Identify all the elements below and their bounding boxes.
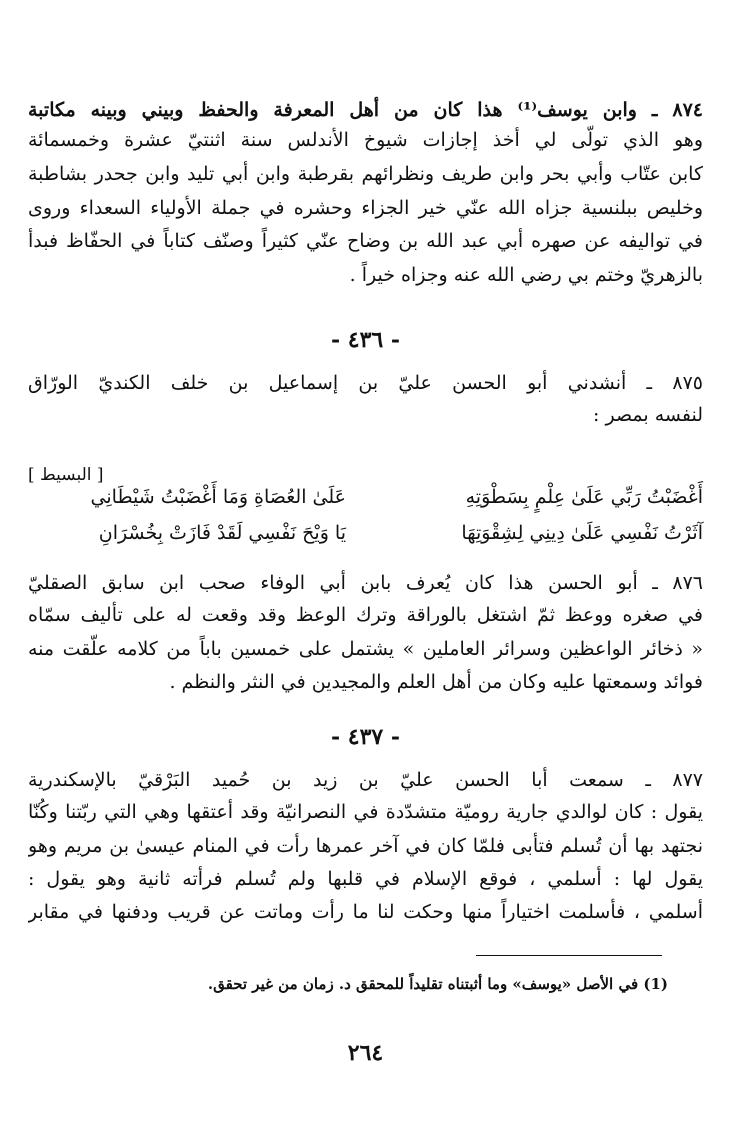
verse-hemistich-first: آثَرْتُ نَفْسِي عَلَىٰ دِينِي لِشِقْوَتِهَا [461,522,703,544]
text-line: وخليص ببلنسية جزاه الله عنّي خير الجزاء وحشره في جملة الأولياء السعداء وروى [28,197,703,219]
text-line: ٨٧٧ ـ سمعت أبا الحسن عليّ بن زيد بن حُميد البَرْقيّ بالإسكندرية [28,769,703,791]
text-line: بالزهريّ وختم بي رضي الله عنه وجزاه خيراً . [349,264,703,286]
verse-hemistich-second: يَا وَيْحَ نَفْسِي لَقَدْ فَازَتْ بِخُسْرَانِ [98,522,346,544]
section-number: - ٤٣٧ - [330,724,401,750]
verse-hemistich-first: أَغْضَبْتُ رَبِّي عَلَىٰ عِلْمٍ بِسَطْوَتِهِ [465,486,703,508]
text-line: نجتهد بها أن تُسلم فتأبى فلمّا كان في آخر عمرها رأت في المنام عيسىٰ بن مريم وهو [28,835,703,857]
section-number: - ٤٣٦ - [330,327,401,353]
text-line: يقول : كان لوالدي جارية روميّة متشدّدة في النصرانيّة وقد أعتقها وهي التي ربّتنا وكُنّا [28,801,703,823]
text-line: لنفسه بمصر : [593,404,703,426]
text-line: « ذخائر الواعظين وسرائر العاملين » يشتمل على خمسين باباً من كلامه علّقت منه [28,638,703,660]
text-line: ٨٧٥ ـ أنشدني أبو الحسن عليّ بن إسماعيل بن خلف الكنديّ الورّاق [28,372,703,394]
footnote: (1) في الأصل «يوسف» وما أثبتناه تقليداً للمحقق د. زمان من غير تحقق. [207,975,668,993]
verse-hemistich-second: عَلَىٰ العُصَاةِ وَمَا أَغْضَبْتُ شَيْطَانِي [90,486,346,508]
poetic-meter-label: [ البسيط ] [28,465,104,485]
text-line: يقول لها : أسلمي ، فوقع الإسلام في قلبها ولم تُسلم فرأته ثانية وهو يقول : [28,868,703,890]
page-number: ٢٦٤ [347,1040,384,1066]
text-line: وهو الذي تولّى لي أخذ إجازات شيوخ الأندلس سنة اثنتيّ عشرة وخمسمائة [28,129,703,151]
text-line: أسلمي ، فأسلمت اختياراً منها وحكت لنا ما رأت وماتت عن قريب ودفنها في مقابر [28,901,703,923]
text-line: في صغره ووعظ ثمّ اشتغل بالوراقة وترك الوعظ وقد وقعت له على تأليف سمّاه [28,604,703,626]
text-line: ٨٧٤ ـ وابن يوسف⁽¹⁾ هذا كان من أهل المعرفة والحفظ وبيني وبينه مكاتبة [28,99,703,121]
footnote-separator [476,955,662,956]
text-line: ٨٧٦ ـ أبو الحسن هذا كان يُعرف بابن أبي الوفاء صحب ابن سابق الصقليّ [28,572,703,594]
text-line: كابن عتّاب وأبي بحر وابن طريف ونظرائهم بقرطبة وابن أبي تليد وابن جحدر بشاطبة [28,163,703,185]
text-line: فوائد وسمعتها عليه وكان من أهل العلم والمجيدين في النثر والنظم . [169,671,703,693]
text-line: في تواليفه عن صهره أبي عبد الله بن وضاح عنّي كثيراً وصنّف كتاباً في الحفّاظ فبدأ [28,230,703,252]
